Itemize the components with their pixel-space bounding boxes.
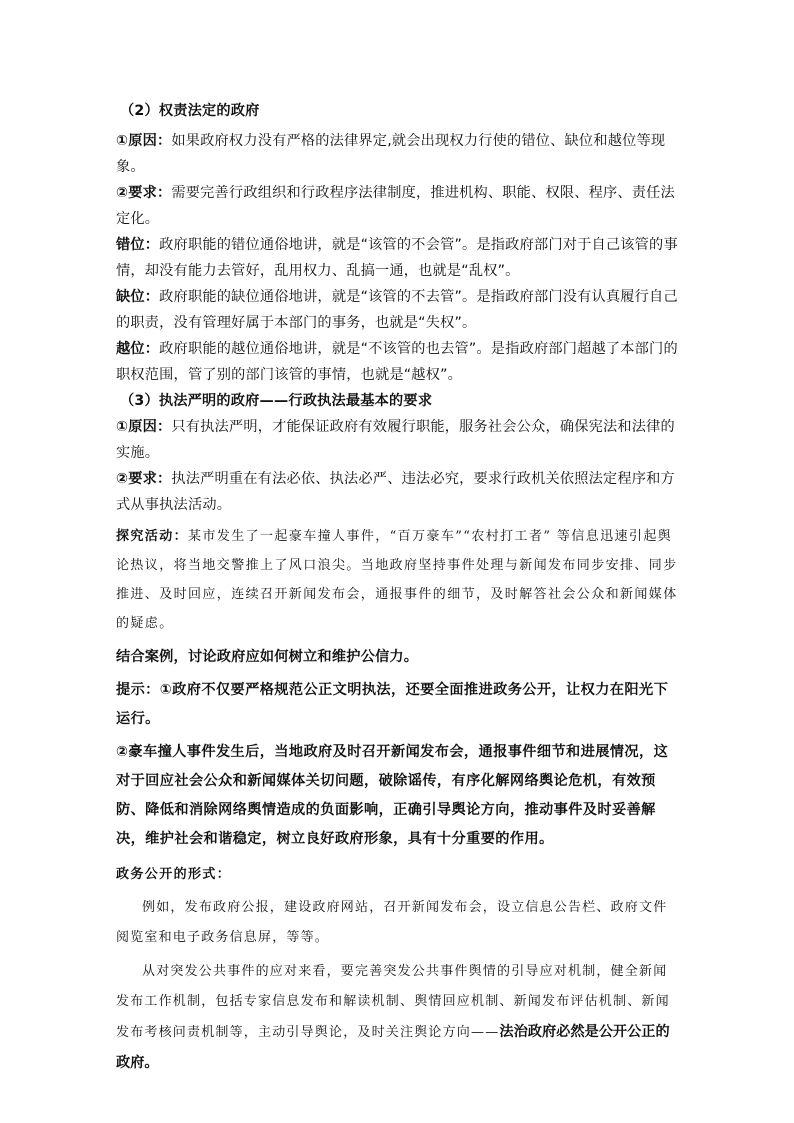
hint-2: ②豪车撞人事件发生后，当地政府及时召开新闻发布会，通报事件细节和进展情况，这对于回应社会公众和新闻媒体关切问题，破除谣传，有序化解网络舆论危机，有效预防、降低和消除网络舆情造成的负面影响，正确引导舆论方向，推动事件及时妥善解决，维护社会和谐稳定，树立良好政府形象，具有十分重要的作用。 — [116, 744, 669, 847]
section-2-reason — [116, 128, 680, 180]
requirement-label: ②要求： — [116, 185, 172, 201]
cuowei-text: 政府职能的错位通俗地讲，就是“该管的不会管”。是指政府部门对于自己该管的事情，却没有能力去管好，乱用权力、乱搞一通，也就是“乱权”。 — [116, 237, 678, 279]
forms-heading: 政务公开的形式： — [116, 867, 232, 882]
activity-question: 结合案例，讨论政府应如何树立和维护公信力。 — [116, 649, 419, 665]
forms-paragraph-2-conclusion: 法治政府必然是公开公正的政府。 — [116, 1024, 670, 1071]
section-2-requirement — [116, 180, 680, 232]
requirement-text: 需要完善行政组织和行政程序法律制度，推进机构、职能、权限、程序、责任法定化。 — [116, 185, 675, 227]
forms-paragraph-1: 例如，发布政府公报，建设政府网站，召开新闻发布会，设立信息公告栏、政府文件阅览室和电子政务信息屏，等等。 — [116, 900, 668, 945]
reason-text: 只有执法严明，才能保证政府有效履行职能，服务社会公众，确保宪法和法律的实施。 — [116, 419, 675, 461]
reason-label: ①原因： — [116, 133, 172, 149]
hint-1: 提示：①政府不仅要严格规范公正文明执法，还要全面推进政务公开，让权力在阳光下运行。 — [116, 682, 669, 727]
requirement-text: 执法严明重在有法必依、执法必严、违法必究，要求行政机关依照法定程序和方式从事执法活动。 — [116, 471, 675, 513]
requirement-label: ②要求： — [116, 471, 172, 487]
section-3-heading: （3）执法严明的政府——行政执法最基本的要求 — [120, 393, 433, 409]
activity-paragraph — [116, 522, 680, 638]
forms-paragraph-2 — [116, 957, 680, 1079]
quewei-label: 缺位： — [116, 289, 160, 305]
quewei-paragraph — [116, 284, 680, 336]
activity-text: 某市发生了一起豪车撞人事件，“百万豪车”“农村打工者” 等信息迅速引起舆论热议，将当地交警推上了风口浪尖。当地政府坚持事件处理与新闻发布同步安排、同步推进、及时回应，连续召开新闻发布会，通报事件的细节，及时解答社会公众和新闻媒体的疑虑。 — [116, 529, 678, 631]
section-3-reason — [116, 414, 680, 466]
yuewei-label: 越位： — [116, 341, 160, 357]
activity-label: 探究活动： — [116, 529, 189, 544]
section-2-heading: （2）权责法定的政府 — [120, 103, 260, 119]
forms-paragraph-2-text: 从对突发公共事件的应对来看，要完善突发公共事件舆情的引导应对机制，健全新闻发布工作机制，包括专家信息发布和解读机制、舆情回应机制、新闻发布评估机制、新闻发布考核问责机制等，主动引导舆论，及时关注舆论方向—— — [116, 964, 670, 1040]
cuowei-paragraph — [116, 232, 680, 284]
reason-text: 如果政府权力没有严格的法律界定,就会出现权力行使的错位、缺位和越位等现象。 — [116, 133, 666, 175]
yuewei-paragraph — [116, 336, 680, 388]
document-page — [116, 98, 680, 1079]
cuowei-label: 错位： — [116, 237, 160, 253]
quewei-text: 政府职能的缺位通俗地讲，就是“该管的不去管”。是指政府部门没有认真履行自己的职责，没有管理好属于本部门的事务，也就是“失权”。 — [116, 289, 678, 331]
reason-label: ①原因： — [116, 419, 172, 435]
yuewei-text: 政府职能的越位通俗地讲，就是“不该管的也去管”。是指政府部门超越了本部门的职权范围，管了别的部门该管的事情，也就是“越权”。 — [116, 341, 678, 383]
section-3-requirement — [116, 466, 680, 518]
